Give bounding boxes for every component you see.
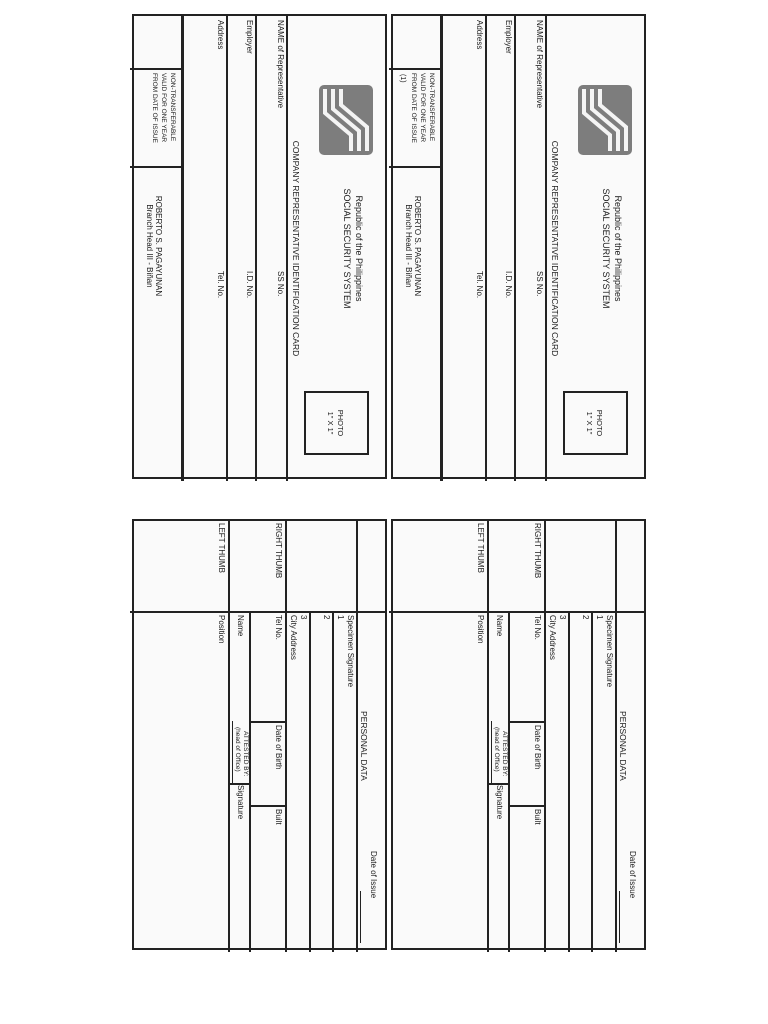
date-of-birth-label: Date of Birth <box>274 725 283 770</box>
non-transferable-line3: FROM DATE OF ISSUE <box>151 73 158 143</box>
rule <box>546 16 548 481</box>
card-title: COMPANY REPRESENTATIVE IDENTIFICATION CARD <box>550 140 560 357</box>
divider <box>389 166 443 168</box>
personal-data-title: PERSONAL DATA <box>618 711 628 781</box>
rule <box>616 521 618 952</box>
front-card-2 <box>132 14 387 479</box>
non-transferable-line1: NON-TRANSFERABLE <box>169 73 176 142</box>
head-of-office-label: (head of Office) <box>234 727 241 772</box>
right-thumb-label: RIGHT THUMB <box>533 523 542 579</box>
rule <box>256 16 258 481</box>
non-transferable-line1: NON-TRANSFERABLE <box>428 73 435 142</box>
signature-number-1: 1 <box>595 615 604 620</box>
rule <box>229 521 231 952</box>
label-id-no: I.D. No. <box>245 271 254 299</box>
city-address-label: City Address <box>548 615 557 660</box>
signature-number-3: 3 <box>299 615 308 620</box>
label-id-no: I.D. No. <box>504 271 513 299</box>
rule <box>488 521 490 952</box>
divider <box>510 721 546 723</box>
divider <box>489 783 510 785</box>
rule <box>286 521 288 952</box>
divider <box>130 68 184 70</box>
photo-size: 1" X 1" <box>326 411 335 435</box>
rule <box>545 521 547 952</box>
name-label: Name <box>236 615 245 637</box>
signature-number-3: 3 <box>558 615 567 620</box>
signature-number-2: 2 <box>581 615 590 620</box>
card-title: COMPANY REPRESENTATIVE IDENTIFICATION CARD <box>291 140 301 357</box>
position-label: Position <box>217 615 226 644</box>
date-of-birth-label: Date of Birth <box>533 725 542 770</box>
position-label: Position <box>476 615 485 644</box>
rule-thick <box>181 16 184 481</box>
non-transferable-line2: VALID FOR ONE YEAR <box>419 73 426 143</box>
left-thumb-label: LEFT THUMB <box>476 523 485 573</box>
header-sss: SOCIAL SECURITY SYSTEM <box>601 188 611 309</box>
label-name: NAME of Representative <box>535 20 544 109</box>
rule <box>333 613 335 952</box>
header-republic: Republic of the Philippines <box>354 195 364 302</box>
built-label: Built <box>533 809 542 825</box>
personal-data-title: PERSONAL DATA <box>359 711 369 781</box>
signature-number-1: 1 <box>336 615 345 620</box>
right-thumb-label: RIGHT THUMB <box>274 523 283 579</box>
photo-size: 1" X 1" <box>585 411 594 435</box>
date-of-issue-label: Date of Issue <box>628 851 637 899</box>
rule <box>287 16 289 481</box>
photo-label: PHOTO <box>336 409 345 437</box>
divider <box>389 68 443 70</box>
label-employer: Employer <box>245 20 254 54</box>
thumb-divider <box>130 611 385 613</box>
label-tel-no: Tel. No. <box>475 271 484 299</box>
city-address-label: City Address <box>289 615 298 660</box>
header-republic: Republic of the Philippines <box>613 195 623 302</box>
left-thumb-label: LEFT THUMB <box>217 523 226 573</box>
back-card-2-wrapper <box>132 519 387 950</box>
label-employer: Employer <box>504 20 513 54</box>
signatory-name: ROBERTO S. PAGAYUNAN <box>154 195 163 297</box>
signatory-name: ROBERTO S. PAGAYUNAN <box>413 195 422 297</box>
specimen-signature-label: Specimen Signature <box>346 615 355 688</box>
specimen-signature-label: Specimen Signature <box>605 615 614 688</box>
name-label: Name <box>495 615 504 637</box>
tel-no-label: Tel No. <box>533 615 542 640</box>
divider <box>251 721 287 723</box>
date-of-issue-label: Date of Issue <box>369 851 378 899</box>
signatory-title: Branch Head III - Biñan <box>145 204 154 288</box>
label-address: Address <box>475 20 484 50</box>
signature-label: Signature <box>236 785 245 820</box>
rule-thick <box>440 16 443 481</box>
rule <box>486 16 488 481</box>
rule <box>569 613 571 952</box>
back-card-1 <box>391 519 646 950</box>
divider <box>510 805 546 807</box>
rule <box>227 16 229 481</box>
divider <box>130 166 184 168</box>
divider <box>230 783 251 785</box>
built-label: Built <box>274 809 283 825</box>
label-ss-no: SS No. <box>276 271 285 297</box>
photo-label: PHOTO <box>595 409 604 437</box>
photo-box <box>563 391 628 455</box>
signature-number-2: 2 <box>322 615 331 620</box>
thumb-divider <box>389 611 644 613</box>
label-name: NAME of Representative <box>276 20 285 109</box>
front-card-2-wrapper <box>132 14 387 479</box>
date-of-issue-line <box>619 891 620 943</box>
header-sss: SOCIAL SECURITY SYSTEM <box>342 188 352 309</box>
back-card-2 <box>132 519 387 950</box>
stray-mark: (1) <box>399 74 406 83</box>
label-ss-no: SS No. <box>535 271 544 297</box>
photo-box <box>304 391 369 455</box>
label-tel-no: Tel. No. <box>216 271 225 299</box>
rule <box>592 613 594 952</box>
rule <box>515 16 517 481</box>
attested-by-label: ATTESTED BY: <box>242 731 249 777</box>
non-transferable-line2: VALID FOR ONE YEAR <box>160 73 167 143</box>
signature-label: Signature <box>495 785 504 820</box>
tel-no-label: Tel No. <box>274 615 283 640</box>
attested-by-label: ATTESTED BY: <box>501 731 508 777</box>
attested-line <box>232 721 233 783</box>
label-address: Address <box>216 20 225 50</box>
head-of-office-label: (head of Office) <box>493 727 500 772</box>
front-card-1-wrapper <box>391 14 646 479</box>
front-card-1 <box>391 14 646 479</box>
divider <box>251 805 287 807</box>
non-transferable-line3: FROM DATE OF ISSUE <box>410 73 417 143</box>
rule <box>310 613 312 952</box>
rule <box>357 521 359 952</box>
back-card-1-wrapper <box>391 519 646 950</box>
signatory-title: Branch Head III - Biñan <box>404 204 413 288</box>
attested-line <box>491 721 492 783</box>
date-of-issue-line <box>360 891 361 943</box>
